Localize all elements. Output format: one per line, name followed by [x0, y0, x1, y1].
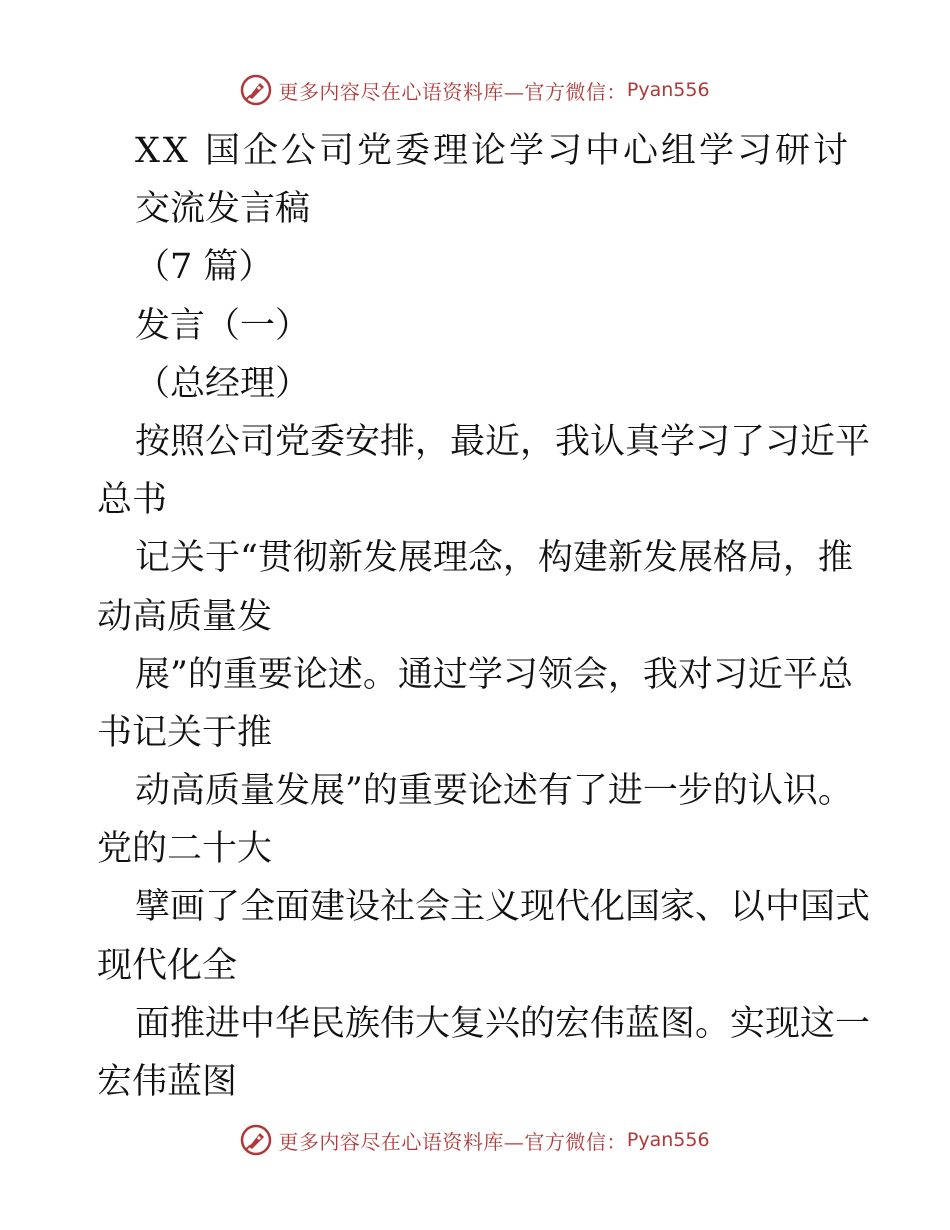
banner-text: 更多内容尽在心语资料库—官方微信：: [278, 1129, 627, 1154]
paragraph-line: 现代化全: [97, 945, 238, 986]
doc-title-line-1: XX 国企公司党委理论学习中心组学习研讨: [135, 131, 851, 171]
paragraph-line: 总书: [97, 480, 168, 521]
document-body: [97, 122, 871, 1111]
paragraph-line: 面推进中华民族伟大复兴的宏伟蓝图。实现这一: [135, 1003, 871, 1044]
header-banner: [0, 70, 950, 110]
pen-nib-logo-icon: [240, 1124, 272, 1156]
paragraph-line: 书记关于推: [97, 712, 273, 753]
paragraph-line: 党的二十大: [97, 829, 273, 870]
banner-text: 更多内容尽在心语资料库—官方微信：: [278, 79, 627, 104]
paragraph-line: 展”的重要论述。通过学习领会，我对习近平总: [135, 654, 853, 695]
doc-subtitle: （7 篇）: [135, 247, 274, 288]
doc-title-line-2: 交流发言稿: [135, 189, 311, 230]
pen-nib-logo-icon: [240, 74, 272, 106]
paragraph-line: 记关于“贯彻新发展理念，构建新发展格局，推: [135, 538, 853, 579]
paragraph-line: 按照公司党委安排，最近，我认真学习了习近平: [135, 421, 871, 462]
banner-wechat-id: Pyan556: [626, 1129, 710, 1151]
paragraph-line: 擘画了全面建设社会主义现代化国家、以中国式: [135, 887, 871, 928]
paragraph-line: 动高质量发展”的重要论述有了进一步的认识。: [135, 771, 853, 812]
section-heading: 发言（一）: [135, 305, 311, 346]
paragraph-line: 动高质量发: [97, 596, 273, 637]
banner-wechat-id: Pyan556: [626, 79, 710, 101]
footer-banner: [0, 1120, 950, 1160]
paragraph-line: 宏伟蓝图: [97, 1062, 238, 1102]
speaker-role: （总经理）: [135, 363, 311, 404]
